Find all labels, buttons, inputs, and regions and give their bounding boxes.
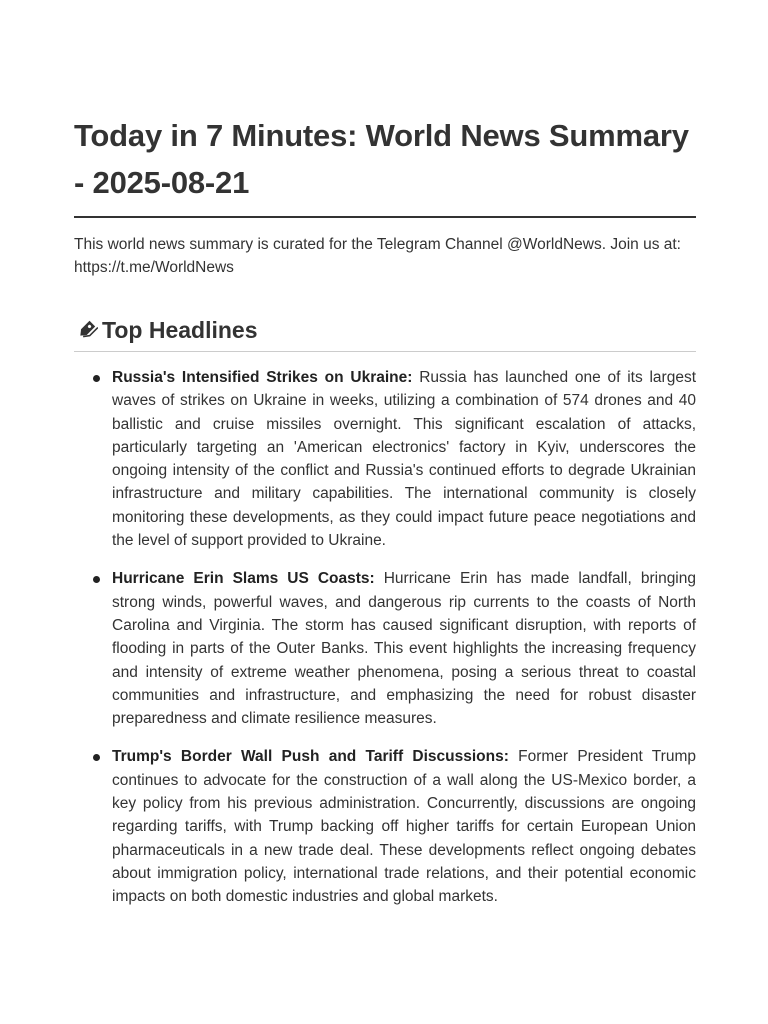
headline-title: Hurricane Erin Slams US Coasts: <box>112 570 375 588</box>
section-divider <box>74 351 696 352</box>
headline-body: Former President Trump continues to advocate for the construction of a wall along the US-Mexico border, a key policy from his previous administration. Concurrently, discussions are ongoing regarding tariffs, with Trump backing off higher tariffs for certain European Union pharmaceuticals in a new trade deal. These developments reflect ongoing debates about immigration policy, international trade relations, and their potential economic impacts on both domestic industries and global markets. <box>112 748 696 906</box>
document-content <box>74 112 696 924</box>
section-header <box>74 315 696 345</box>
intro-paragraph: This world news summary is curated for the Telegram Channel @WorldNews. Join us at: https://t.me/WorldNews <box>74 236 681 276</box>
section-title: Top Headlines <box>102 317 258 343</box>
tag-icon <box>74 318 98 342</box>
headline-list <box>74 366 696 909</box>
title-divider <box>74 216 696 218</box>
headline-body: Hurricane Erin has made landfall, bringing strong winds, powerful waves, and dangerous rip currents to the coasts of North Carolina and Virginia. The storm has caused significant disruption, with reports of flooding in parts of the Outer Banks. This event highlights the increasing frequency and intensity of extreme weather phenomena, posing a serious threat to coastal communities and infrastructure, and emphasizing the need for robust disaster preparedness and climate resilience measures. <box>112 570 696 728</box>
list-item <box>74 366 696 552</box>
headline-title: Russia's Intensified Strikes on Ukraine: <box>112 369 413 386</box>
headline-title: Trump's Border Wall Push and Tariff Discussions: <box>112 748 509 766</box>
list-item <box>74 745 696 908</box>
page-title: Today in 7 Minutes: World News Summary - 2025-08-21 <box>74 118 689 200</box>
bullet-icon <box>93 576 100 583</box>
headline-body: Russia has launched one of its largest waves of strikes on Ukraine in weeks, utilizing a combination of 574 drones and 40 ballistic and cruise missiles overnight. This significant escalation of attacks, particularly targeting an 'American electronics' factory in Kyiv, underscores the ongoing intensity of the conflict and Russia's continued efforts to degrade Ukrainian infrastructure and military capabilities. The international community is closely monitoring these developments, as they could impact future peace negotiations and the level of support provided to Ukraine. <box>112 369 696 550</box>
bullet-icon <box>93 375 100 382</box>
bullet-icon <box>93 754 100 761</box>
list-item <box>74 567 696 730</box>
